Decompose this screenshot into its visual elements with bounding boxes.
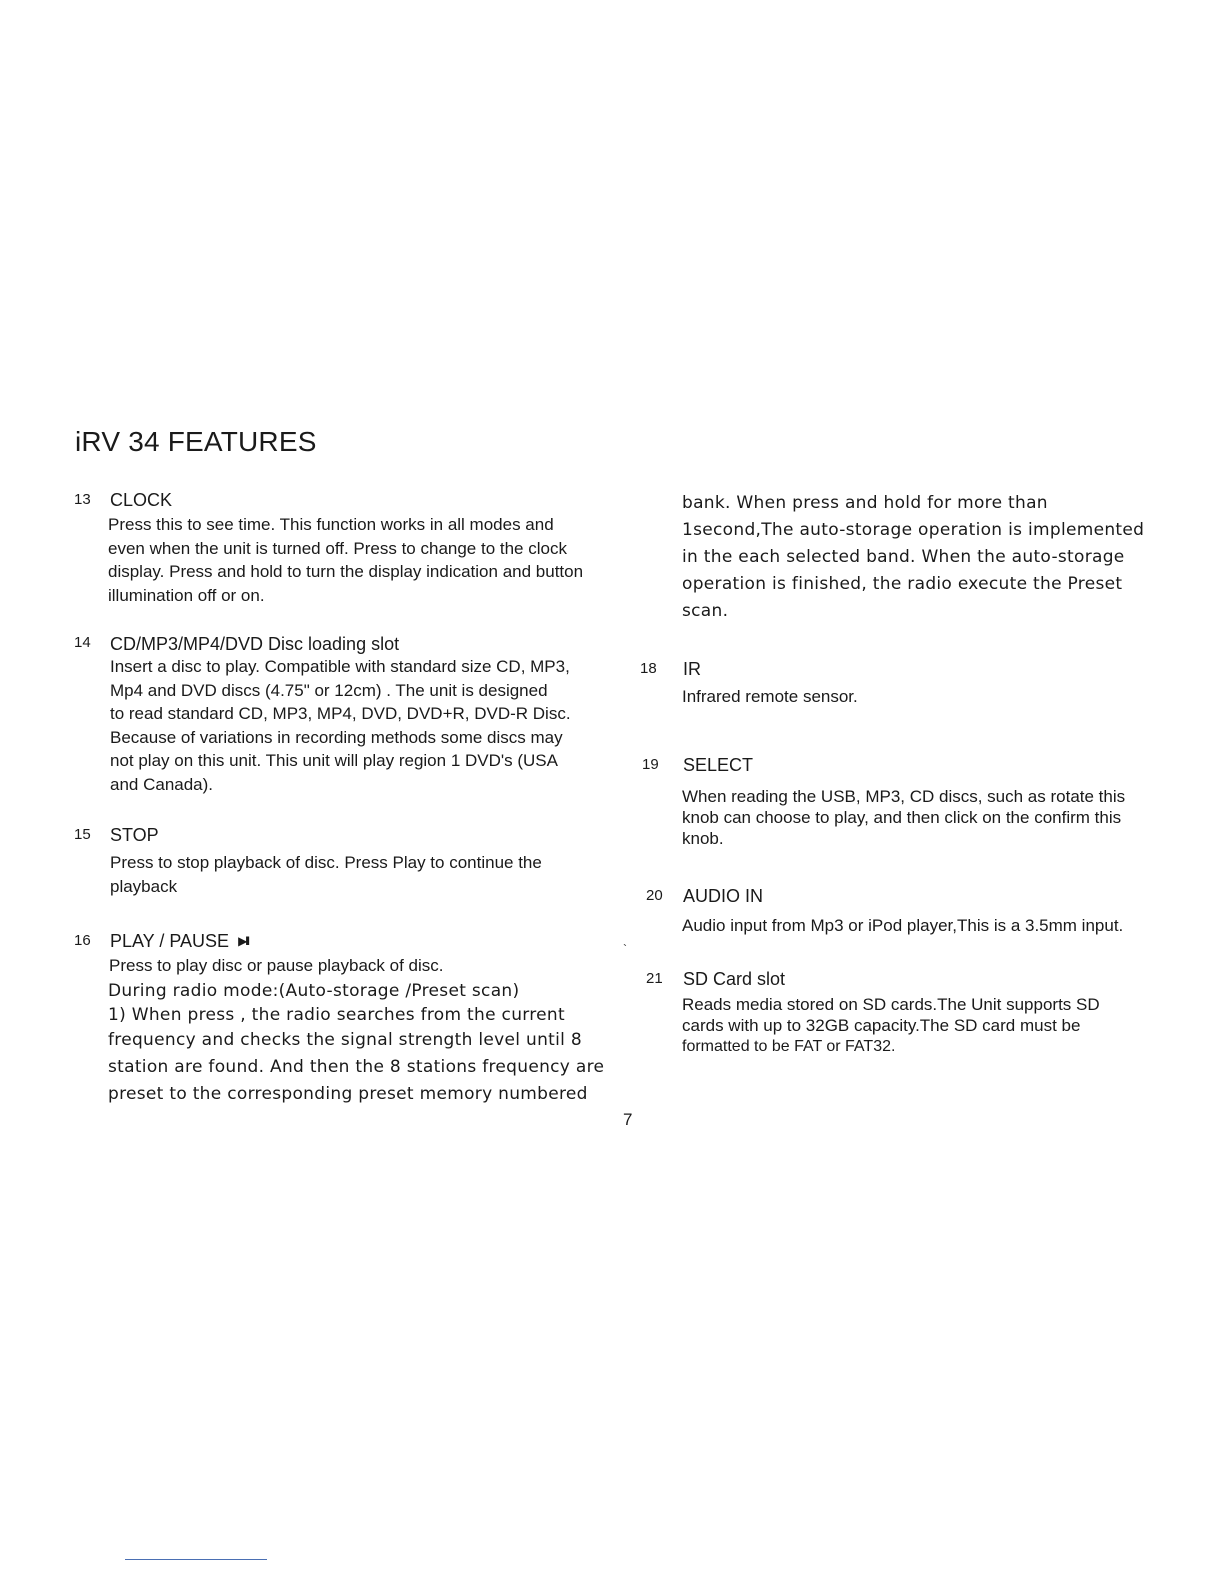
text-line: Mp4 and DVD discs (4.75" or 12cm) . The unit is designed (110, 680, 548, 700)
item-heading: CLOCK (110, 490, 173, 510)
text-line: Audio input from Mp3 or iPod player,This is a 3.5mm input. (682, 916, 1124, 935)
text-line: knob can choose to play, and then click on the confirm this (682, 808, 1122, 827)
item-number: 19 (642, 756, 659, 773)
text-line: even when the unit is turned off. Press to change to the clock (108, 538, 567, 558)
text-line: operation is finished, the radio execute the Preset (682, 574, 1123, 594)
item-description (109, 954, 619, 978)
text-line: illumination off or on. (108, 585, 265, 605)
text-line: and Canada). (110, 774, 214, 794)
item-number: 20 (646, 887, 663, 904)
item-number: 21 (646, 970, 663, 987)
bottom-rule-divider (125, 1559, 267, 1560)
heading-text: PLAY / PAUSE (110, 931, 230, 951)
item-number: 15 (74, 826, 91, 843)
text-line: scan. (682, 601, 729, 621)
text-line: playback (110, 876, 178, 896)
item-heading: CD/MP3/MP4/DVD Disc loading slot (110, 634, 400, 654)
item-heading: SELECT (683, 755, 754, 775)
item-number: 13 (74, 491, 91, 508)
radio-mode-description-cont (108, 1027, 623, 1108)
text-line: Press to play disc or pause playback of disc. (109, 956, 444, 975)
item-heading: SD Card slot (683, 969, 786, 989)
text-line: Press this to see time. This function works in all modes and (108, 515, 554, 534)
item-number: 16 (74, 932, 91, 949)
text-line: Because of variations in recording methods some discs may (110, 727, 563, 747)
text-line: When reading the USB, MP3, CD discs, such as rotate this (682, 787, 1126, 806)
text-line: station are found. And then the 8 stations frequency are (108, 1057, 605, 1077)
item-description (682, 685, 1182, 709)
text-line: 1second,The auto-storage operation is implemented (682, 520, 1145, 540)
page-number: 7 (623, 1110, 633, 1129)
item-description (110, 851, 620, 898)
text-line: Reads media stored on SD cards.The Unit supports SD (682, 995, 1100, 1014)
item-heading (110, 931, 248, 952)
text-line: frequency and checks the signal strength level until 8 (108, 1030, 582, 1050)
text-line: Infrared remote sensor. (682, 687, 858, 706)
item-number: 18 (640, 660, 657, 677)
item-description (682, 994, 1182, 1057)
continuation-text (682, 490, 1182, 625)
text-line: preset to the corresponding preset memory numbered (108, 1084, 588, 1104)
text-line: Press to stop playback of disc. Press Play to continue the (110, 853, 542, 872)
text-line: 1) When press , the radio searches from the current (108, 1005, 565, 1025)
item-description (108, 513, 628, 607)
stray-mark: ` (623, 942, 627, 956)
item-description (110, 655, 620, 796)
text-line: in the each selected band. When the auto-storage (682, 547, 1125, 567)
text-line: During radio mode:(Auto-storage /Preset scan) (108, 981, 520, 1001)
text-line: bank. When press and hold for more than (682, 493, 1048, 513)
text-line: formatted to be FAT or FAT32. (682, 1038, 896, 1055)
text-line: knob. (682, 829, 724, 848)
text-line: display. Press and hold to turn the display indication and button (108, 562, 584, 581)
item-heading: STOP (110, 825, 159, 845)
item-description (682, 914, 1202, 938)
item-heading: IR (683, 659, 701, 679)
play-pause-icon: ▶II (238, 934, 248, 948)
text-line: not play on this unit. This unit will play region 1 DVD's (USA (110, 751, 558, 770)
text-line: to read standard CD, MP3, MP4, DVD, DVD+R, DVD-R Disc. (110, 704, 571, 723)
item-description (682, 786, 1202, 849)
item-heading: AUDIO IN (683, 886, 764, 906)
radio-mode-description (108, 979, 623, 1027)
page-title: iRV 34 FEATURES (75, 426, 317, 457)
item-number: 14 (74, 634, 91, 651)
text-line: cards with up to 32GB capacity.The SD card must be (682, 1016, 1081, 1035)
text-line: Insert a disc to play. Compatible with standard size CD, MP3, (110, 657, 570, 676)
